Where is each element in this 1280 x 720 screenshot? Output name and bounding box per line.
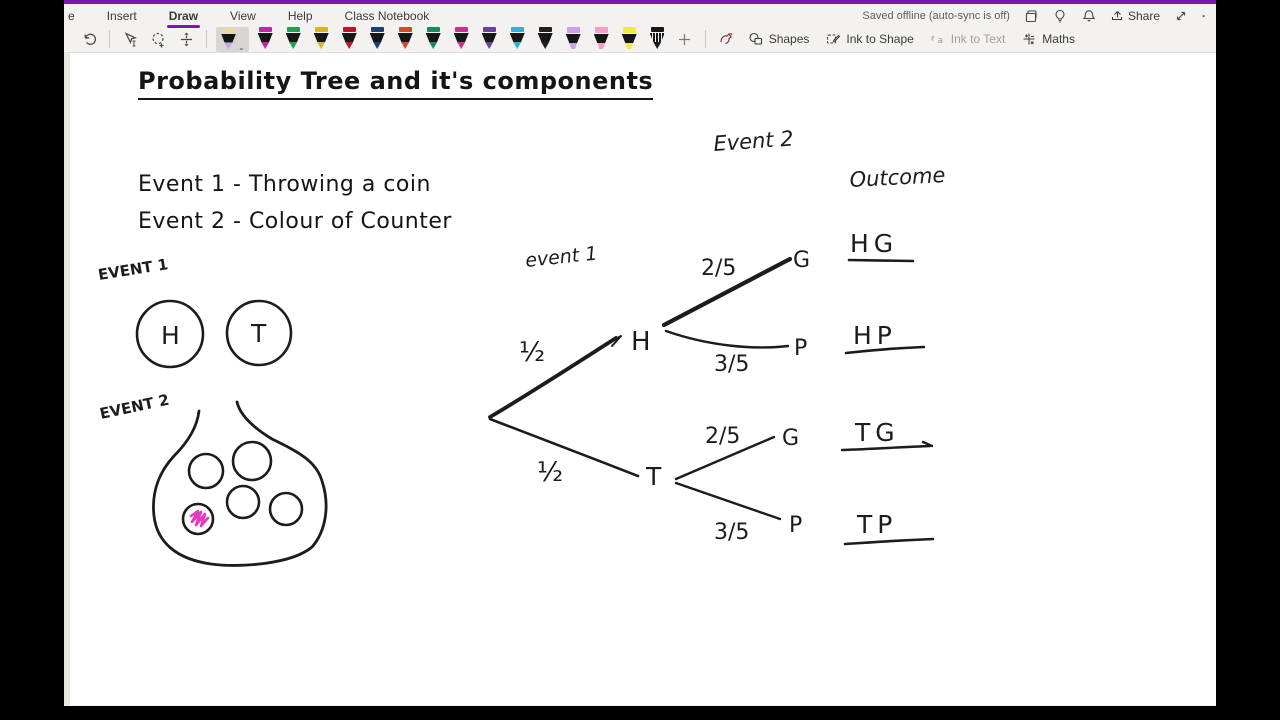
node-p-letter-top: P: [794, 336, 808, 361]
tab-home-partial[interactable]: e: [68, 8, 75, 23]
shapes-button[interactable]: [743, 29, 815, 49]
pen-icon[interactable]: [509, 27, 526, 51]
expand-icon[interactable]: [1173, 8, 1189, 24]
coin-t-letter: T: [251, 319, 267, 348]
toolbar-separator: [705, 30, 706, 48]
node-t-letter: T: [646, 462, 662, 491]
prob-3-5-hp: 3/5: [714, 352, 750, 377]
undo-icon[interactable]: [78, 28, 100, 50]
black-pen-icon: [220, 28, 237, 52]
pen-icon[interactable]: [341, 27, 358, 51]
event2-text: Event 2 - Colour of Counter: [138, 209, 452, 234]
draw-toolbar: [64, 27, 1216, 53]
toolbar-separator: [206, 30, 207, 48]
tree-outcome-header: Outcome: [849, 163, 946, 192]
maths-button[interactable]: [1016, 29, 1080, 49]
bag-outline: [153, 402, 326, 565]
window-icon[interactable]: [1023, 8, 1039, 24]
prob-3-5-tp: 3/5: [714, 520, 750, 545]
pen-icon[interactable]: [481, 27, 498, 51]
onenote-window: [64, 0, 1216, 706]
highlighter-icon[interactable]: [593, 27, 610, 51]
highlighter-icon[interactable]: [565, 27, 582, 51]
menu-tabs: [66, 7, 431, 25]
pen-icon[interactable]: [425, 27, 442, 51]
toolbar-separator: [109, 30, 110, 48]
lightbulb-icon[interactable]: [1052, 8, 1068, 24]
branch-root-to-t: [490, 419, 638, 476]
shapes-label: Shapes: [768, 32, 810, 46]
ink-to-text-button[interactable]: [925, 29, 1010, 49]
pen-icon[interactable]: [257, 27, 274, 51]
node-g-letter-bottom: G: [782, 426, 800, 451]
outcome-hg-underline: [849, 260, 913, 261]
select-tool-icon[interactable]: [119, 28, 141, 50]
pen-icon[interactable]: [313, 27, 330, 51]
chevron-down-icon: ⌄: [238, 42, 245, 52]
outcome-tp: TP: [857, 510, 898, 539]
ink-replay-icon[interactable]: [715, 28, 737, 50]
maths-label: Maths: [1042, 32, 1075, 46]
tab-insert[interactable]: Insert: [106, 8, 137, 23]
bell-icon[interactable]: [1081, 8, 1097, 24]
ink-to-shape-icon: [825, 31, 841, 47]
prob-half-h: ½: [519, 337, 546, 368]
tree-event1-header: event 1: [524, 242, 599, 272]
event2-handwritten-label: EVENT 2: [98, 390, 171, 423]
branch-root-to-h: [490, 338, 616, 417]
page-title: Probability Tree and it's components: [138, 67, 653, 100]
event1-handwritten-label: EVENT 1: [96, 255, 170, 284]
more-options-icon[interactable]: ·: [1202, 8, 1206, 23]
menu-bar: [64, 4, 1216, 27]
outcome-hg: HG: [850, 229, 899, 258]
node-p-letter-bottom: P: [789, 513, 803, 538]
ink-to-text-label: Ink to Text: [950, 32, 1006, 46]
insert-space-icon[interactable]: [175, 28, 197, 50]
ink-drawing: [64, 53, 1216, 705]
pink-counter-scribble: [191, 511, 208, 526]
pen-list: [257, 27, 666, 51]
ink-to-text-icon: [930, 31, 946, 47]
outcome-tp-underline: [845, 539, 933, 544]
tree-event2-header: Event 2: [712, 126, 795, 156]
outcome-tg: TG: [855, 418, 900, 447]
tab-draw[interactable]: Draw: [168, 8, 199, 23]
pen-icon[interactable]: [453, 27, 470, 51]
prob-half-t: ½: [537, 457, 564, 488]
tab-view[interactable]: View: [230, 8, 256, 23]
tab-class-notebook[interactable]: Class Notebook: [344, 8, 430, 23]
maths-icon: [1021, 31, 1037, 47]
branch-t-to-p: [676, 483, 780, 519]
notebook-canvas[interactable]: [64, 53, 1216, 705]
outcome-hp: HP: [853, 321, 897, 350]
node-h-letter: H: [631, 327, 651, 357]
event1-text: Event 1 - Throwing a coin: [138, 172, 431, 197]
node-g-letter-top: G: [793, 248, 811, 273]
share-icon: [1110, 9, 1124, 23]
prob-2-5-tg: 2/5: [705, 424, 741, 449]
highlighter-icon[interactable]: [621, 27, 638, 51]
pen-icon[interactable]: [285, 27, 302, 51]
coin-h-letter: H: [161, 321, 180, 350]
prob-2-5-hg: 2/5: [701, 256, 737, 281]
pen-icon[interactable]: [537, 27, 554, 51]
sync-status-text: Saved offline (auto-sync is off): [862, 9, 1010, 22]
share-label: Share: [1127, 8, 1160, 23]
active-pen-black[interactable]: [216, 27, 249, 52]
counter-circle: [189, 454, 223, 488]
lasso-select-icon[interactable]: [147, 28, 169, 50]
menu-right-cluster: [862, 8, 1206, 24]
svg-text:a: a: [937, 36, 943, 46]
branch-h-to-p: [666, 331, 788, 347]
striped-icon[interactable]: [649, 27, 666, 51]
shapes-icon: [748, 31, 764, 47]
add-pen-icon[interactable]: [674, 28, 696, 50]
share-button[interactable]: [1110, 9, 1160, 23]
counter-circle: [227, 486, 259, 518]
counter-circle: [270, 493, 302, 525]
pen-icon[interactable]: [397, 27, 414, 51]
tab-help[interactable]: Help: [287, 8, 313, 23]
pen-icon[interactable]: [369, 27, 386, 51]
ink-to-shape-button[interactable]: [820, 29, 918, 49]
ink-to-shape-label: Ink to Shape: [846, 32, 914, 46]
counter-circle: [233, 442, 271, 480]
